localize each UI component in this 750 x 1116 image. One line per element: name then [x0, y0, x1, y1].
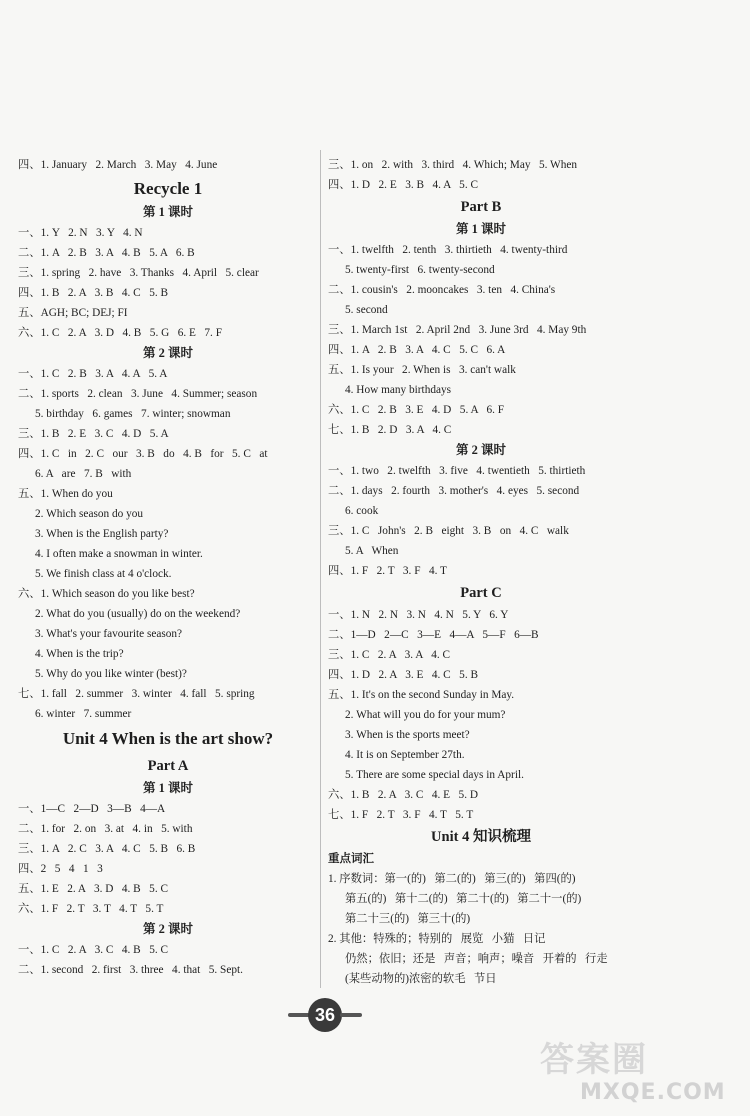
- answer-line: 二、1. sports 2. clean 3. June 4. Summer; season: [18, 388, 258, 400]
- answer-line: 一、1. twelfth 2. tenth 3. thirtieth 4. twenty-third: [328, 244, 568, 256]
- watermark-url: MXQE.COM: [580, 1080, 726, 1105]
- answer-line: 一、1. C 2. B 3. A 4. A 5. A: [18, 368, 168, 380]
- answer-line: 2. Which season do you: [35, 508, 144, 520]
- answer-line: 5. Why do you like winter (best)?: [35, 668, 187, 680]
- answer-line: 五、1. E 2. A 3. D 4. B 5. C: [18, 883, 169, 895]
- answer-line: 四、1. January 2. March 3. May 4. June: [18, 159, 218, 171]
- answer-line: 2. What do you (usually) do on the weekend?: [35, 608, 241, 620]
- answer-line: 四、1. C in 2. C our 3. B do 4. B for 5. C at: [18, 448, 268, 460]
- answer-line: 二、1. for 2. on 3. at 4. in 5. with: [18, 823, 193, 835]
- answer-line: 六、1. B 2. A 3. C 4. E 5. D: [328, 789, 479, 801]
- answer-line: 2. What will you do for your mum?: [345, 709, 506, 721]
- answer-line: 二、1. cousin's 2. mooncakes 3. ten 4. China's: [328, 284, 556, 296]
- answer-line: 4. When is the trip?: [35, 648, 124, 660]
- answer-line: 三、1. A 2. C 3. A 4. C 5. B 6. B: [18, 843, 196, 855]
- answer-line: 五、1. When do you: [18, 488, 113, 500]
- answer-line: 一、1. N 2. N 3. N 4. N 5. Y 6. Y: [328, 609, 509, 621]
- left-column: [18, 155, 318, 980]
- answer-line: 5. We finish class at 4 o'clock.: [35, 568, 172, 580]
- recycle-title: Recycle 1: [133, 179, 203, 198]
- answer-line: 五、AGH; BC; DEJ; FI: [18, 307, 128, 319]
- part-title: Part A: [147, 758, 189, 774]
- watermark: [540, 1040, 740, 1112]
- lesson-title: 第 2 课时: [142, 922, 193, 936]
- answer-line: 五、1. Is your 2. When is 3. can't walk: [328, 364, 516, 376]
- wing-right-icon: [340, 1013, 362, 1017]
- right-column: [328, 155, 634, 989]
- answer-line: 三、1. on 2. with 3. third 4. Which; May 5. When: [328, 159, 578, 171]
- answer-line: 四、1. F 2. T 3. F 4. T: [328, 565, 447, 577]
- answer-line: 三、1. B 2. E 3. C 4. D 5. A: [18, 428, 169, 440]
- answer-line: 三、1. C John's 2. B eight 3. B on 4. C walk: [328, 525, 569, 537]
- answer-line: 5. A When: [345, 545, 399, 557]
- lesson-title: 第 1 课时: [455, 222, 506, 236]
- page-number-badge: [288, 998, 362, 1034]
- answer-line: 5. There are some special days in April.: [345, 769, 524, 781]
- answer-line: 四、1. B 2. A 3. B 4. C 5. B: [18, 287, 169, 299]
- answer-line: 二、1. A 2. B 3. A 4. B 5. A 6. B: [18, 247, 195, 259]
- answer-line: 六、1. F 2. T 3. T 4. T 5. T: [18, 903, 164, 915]
- answer-line: 6. winter 7. summer: [35, 708, 132, 720]
- answer-line: 3. What's your favourite season?: [35, 628, 183, 640]
- answer-line: 6. cook: [345, 505, 379, 517]
- answer-line: 3. When is the English party?: [35, 528, 169, 540]
- answer-line: 四、1. D 2. E 3. B 4. A 5. C: [328, 179, 479, 191]
- watermark-logo-text: 答案圈: [540, 1040, 648, 1080]
- vocab-line: 仍然；依旧；还是 声音；响声；噪音 开着的 行走: [345, 953, 608, 965]
- lesson-title: 第 1 课时: [142, 781, 193, 795]
- answer-line: 5. second: [345, 304, 388, 316]
- answer-line: 二、1. days 2. fourth 3. mother's 4. eyes 5. second: [328, 485, 580, 497]
- answer-line: 七、1. B 2. D 3. A 4. C: [328, 424, 452, 436]
- vocab-heading: 重点词汇: [328, 853, 374, 865]
- answer-line: 一、1—C 2—D 3—B 4—A: [18, 803, 166, 815]
- answer-line: 七、1. fall 2. summer 3. winter 4. fall 5. spring: [18, 688, 255, 700]
- answer-line: 4. I often make a snowman in winter.: [35, 548, 203, 560]
- answer-line: 一、1. C 2. A 3. C 4. B 5. C: [18, 944, 169, 956]
- answer-line: 四、2 5 4 1 3: [18, 863, 103, 875]
- part-title: Part C: [460, 585, 502, 601]
- answer-line: 4. It is on September 27th.: [345, 749, 465, 761]
- vocab-line: (某些动物的)浓密的软毛 节日: [345, 973, 497, 985]
- lesson-title: 第 1 课时: [142, 205, 193, 219]
- answer-line: 三、1. March 1st 2. April 2nd 3. June 3rd 4. May 9th: [328, 324, 587, 336]
- answer-line: 一、1. Y 2. N 3. Y 4. N: [18, 227, 143, 239]
- answer-line: 二、1. second 2. first 3. three 4. that 5. Sept.: [18, 964, 243, 976]
- knowledge-title: Unit 4 知识梳理: [431, 829, 531, 845]
- lesson-title: 第 2 课时: [142, 346, 193, 360]
- answer-line: 三、1. C 2. A 3. A 4. C: [328, 649, 451, 661]
- column-divider: [320, 150, 321, 988]
- lesson-title: 第 2 课时: [455, 443, 506, 457]
- answer-line: 四、1. A 2. B 3. A 4. C 5. C 6. A: [328, 344, 506, 356]
- answer-line: 四、1. D 2. A 3. E 4. C 5. B: [328, 669, 479, 681]
- part-title: Part B: [460, 199, 502, 215]
- vocab-line: 第五(的) 第十二(的) 第二十(的) 第二十一(的): [345, 893, 582, 905]
- answer-line: 三、1. spring 2. have 3. Thanks 4. April 5. clear: [18, 267, 259, 279]
- answer-line: 3. When is the sports meet?: [345, 729, 470, 741]
- answer-line: 5. birthday 6. games 7. winter; snowman: [35, 408, 231, 420]
- page-number: 36: [308, 998, 342, 1032]
- answer-line: 6. A are 7. B with: [35, 468, 132, 480]
- answer-line: 七、1. F 2. T 3. F 4. T 5. T: [328, 809, 474, 821]
- answer-line: 六、1. C 2. B 3. E 4. D 5. A 6. F: [328, 404, 505, 416]
- answer-line: 二、1—D 2—C 3—E 4—A 5—F 6—B: [328, 629, 539, 641]
- answer-line: 六、1. C 2. A 3. D 4. B 5. G 6. E 7. F: [18, 327, 222, 339]
- wing-left-icon: [288, 1013, 310, 1017]
- unit-title: Unit 4 When is the art show?: [62, 729, 274, 748]
- answer-line: 一、1. two 2. twelfth 3. five 4. twentieth 5. thirtieth: [328, 465, 586, 477]
- vocab-line: 1. 序数词：第一(的) 第二(的) 第三(的) 第四(的): [328, 873, 576, 885]
- answer-line: 5. twenty-first 6. twenty-second: [345, 264, 495, 276]
- vocab-line: 第二十三(的) 第三十(的): [345, 913, 471, 925]
- answer-line: 六、1. Which season do you like best?: [18, 588, 195, 600]
- vocab-line: 2. 其他：特殊的；特别的 展览 小猫 日记: [328, 933, 546, 945]
- answer-line: 4. How many birthdays: [345, 384, 452, 396]
- answer-line: 五、1. It's on the second Sunday in May.: [328, 689, 515, 701]
